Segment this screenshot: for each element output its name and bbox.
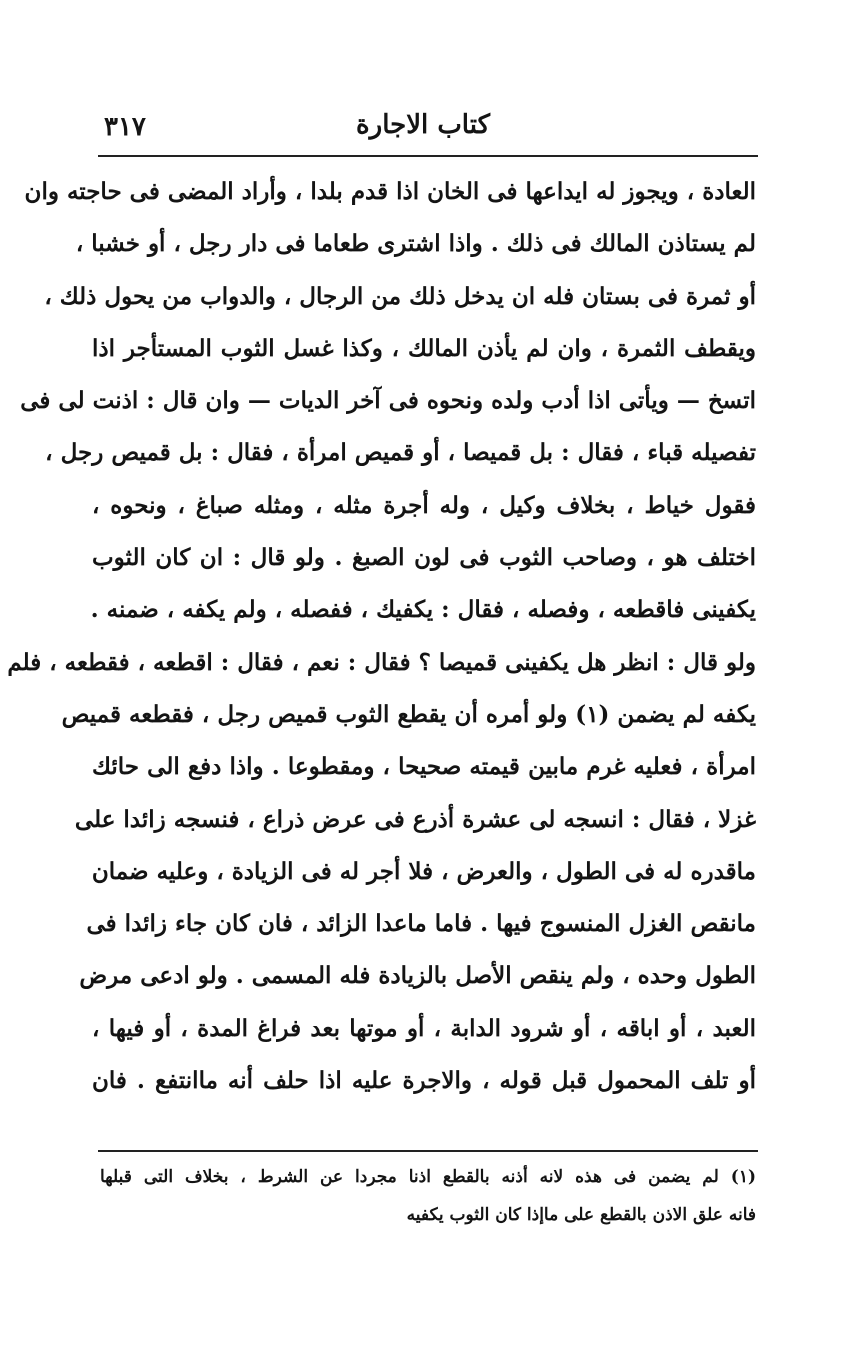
text-line: اتسخ — ويأتى اذا أدب ولده ونحوه فى آخر الديات — وان قال : اذنت لى فى [20, 387, 756, 415]
text-line: مانقص الغزل المنسوج فيها . فاما ماعدا الزائد ، فان كان جاء زائدا فى [86, 910, 756, 938]
text-line: أو تلف المحمول قبل قوله ، والاجرة عليه اذا حلف أنه ماانتفع . فان [92, 1067, 756, 1095]
text-line: يكفه لم يضمن (١) ولو أمره أن يقطع الثوب قميص رجل ، فقطعه قميص [61, 700, 756, 728]
text-line: أو ثمرة فى بستان فله ان يدخل ذلك من الرجال ، والدواب من يحول ذلك ، [44, 282, 756, 310]
text-line: ولو قال : انظر هل يكفينى قميصا ؟ فقال : نعم ، فقال : اقطعه ، فقطعه ، فلم [7, 648, 756, 676]
page-number: ٣١٧ [104, 112, 146, 142]
text-line: العبد ، أو اباقه ، أو شرود الدابة ، أو موتها بعد فراغ المدة ، أو فيها ، [92, 1014, 756, 1042]
text-line: امرأة ، فعليه غرم مابين قيمته صحيحا ، ومقطوعا . واذا دفع الى حائك [92, 753, 756, 781]
running-title: كتاب الاجارة [356, 110, 490, 140]
text-line: الطول وحده ، ولم ينقص الأصل بالزيادة فله المسمى . ولو ادعى مرض [79, 962, 756, 990]
text-line: غزلا ، فقال : انسجه لى عشرة أذرع فى عرض ذراع ، فنسجه زائدا على [74, 805, 756, 833]
footnote-rule [98, 1150, 758, 1152]
text-line: العادة ، ويجوز له ايداعها فى الخان اذا قدم بلدا ، وأراد المضى فى حاجته وان [24, 178, 756, 205]
header-rule [98, 155, 758, 157]
text-line: اختلف هو ، وصاحب الثوب فى لون الصبغ . ولو قال : ان كان الثوب [92, 544, 756, 572]
footnote-line: (١) لم يضمن فى هذه لانه أذنه بالقطع اذنا مجردا عن الشرط ، بخلاف التى قبلها [100, 1167, 756, 1187]
text-line: فقول خياط ، بخلاف وكيل ، وله أجرة مثله ، ومثله صباغ ، ونحوه ، [92, 491, 756, 519]
text-line: ماقدره له فى الطول ، والعرض ، فلا أجر له فى الزيادة ، وعليه ضمان [91, 857, 756, 885]
text-line: ويقطف الثمرة ، وان لم يأذن المالك ، وكذا غسل الثوب المستأجر اذا [92, 334, 756, 362]
text-line: تفصيله قباء ، فقال : بل قميصا ، أو قميص امرأة ، فقال : بل قميص رجل ، [45, 439, 756, 467]
text-line: يكفينى فاقطعه ، وفصله ، فقال : يكفيك ، ففصله ، ولم يكفه ، ضمنه . [90, 596, 756, 624]
footnote-line: فانه علق الاذن بالقطع على ماإذا كان الثوب يكفيه [406, 1205, 756, 1225]
text-line: لم يستاذن المالك فى ذلك . واذا اشترى طعاما فى دار رجل ، أو خشبا ، [75, 230, 756, 258]
page-header [98, 108, 748, 154]
footnotes [100, 1158, 756, 1234]
main-text [7, 166, 756, 1107]
